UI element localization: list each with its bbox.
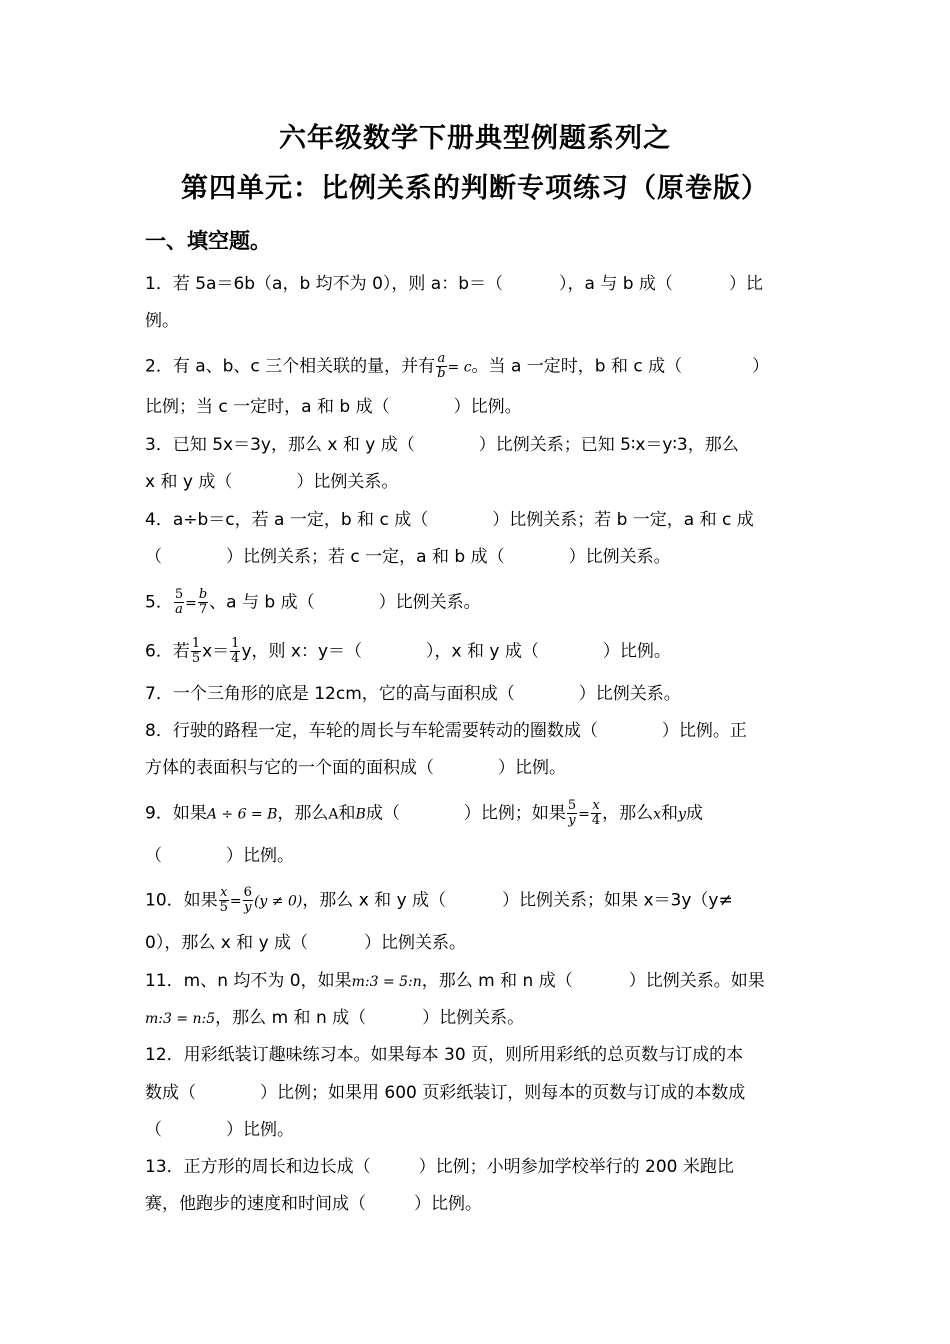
question-5 — [145, 588, 481, 617]
q2-equation: = c — [447, 359, 472, 376]
fraction-denominator: 5 — [191, 651, 201, 666]
q5-equals: = — [185, 595, 197, 612]
q6-fraction-2 — [230, 637, 240, 666]
q11-text-c: ）比例关系。如果 — [628, 971, 765, 991]
fraction-denominator: y — [244, 900, 252, 915]
question-13-line2 — [145, 1191, 482, 1217]
q9-text-b: ，那么 — [277, 803, 329, 824]
q5-text-b: 、a 与 b 成（ — [209, 592, 315, 613]
q2-text-b: 。当 a 一定时，b 和 c 成（ — [471, 356, 683, 377]
q7-text-a: 7．一个三角形的底是 12cm，它的高与面积成（ — [145, 684, 515, 704]
q11-text-e: ）比例关系。 — [422, 1008, 525, 1028]
q9-var-a: A — [328, 806, 339, 823]
question-7 — [145, 681, 681, 707]
q5-fraction-2 — [198, 588, 208, 617]
q9-expression: A ÷ 6 = B — [206, 806, 278, 823]
fraction-denominator: 4 — [591, 813, 601, 828]
q5-text-a: 5． — [145, 592, 173, 613]
q10-text-c: ）比例关系；如果 x＝3y（y≠ — [502, 890, 733, 911]
q9-var-x: x — [653, 806, 662, 823]
question-9-line1 — [145, 799, 703, 828]
q11-expression-2: m:3 = n:5 — [145, 1011, 216, 1027]
question-8-line2 — [145, 755, 566, 781]
q3-text-a: 3．已知 5x＝3y，那么 x 和 y 成（ — [145, 435, 415, 455]
document-title-line2: 第四单元：比例关系的判断专项练习（原卷版） — [181, 173, 769, 204]
q9-text-a: 9．如果 — [145, 803, 207, 824]
q10-text-b: ，那么 x 和 y 成（ — [302, 890, 447, 911]
q9-var-b: B — [355, 806, 366, 823]
q13-text-b: ）比例；小明参加学校举行的 200 米跑比 — [418, 1157, 734, 1177]
q9-text-d: ）比例；如果 — [463, 803, 566, 824]
q4-text-c: （ — [145, 547, 162, 567]
q5-text-c: ）比例关系。 — [378, 592, 481, 613]
q10-text-e: ）比例关系。 — [364, 933, 467, 953]
fraction-denominator: 4 — [231, 651, 240, 666]
fraction-numerator: x — [592, 798, 600, 813]
question-6 — [145, 637, 671, 666]
q4-text-e: ）比例关系。 — [568, 547, 671, 567]
q4-text-b: ）比例关系；若 b 一定，a 和 c 成 — [492, 510, 754, 530]
document-title-line1: 六年级数学下册典型例题系列之 — [279, 123, 671, 154]
fraction-denominator: a — [175, 602, 183, 617]
q8-text-b: ）比例。正 — [661, 721, 747, 741]
q9-text-e: ，那么 — [602, 803, 654, 824]
q8-text-a: 8．行驶的路程一定，车轮的周长与车轮需要转动的圈数成（ — [145, 721, 598, 741]
q2-text-c: ） — [752, 356, 770, 377]
q1-text-c: ）比 — [728, 274, 763, 294]
q10-condition: (y ≠ 0) — [253, 893, 303, 910]
question-13-line1 — [145, 1154, 734, 1180]
q9-and-2: 和 — [661, 803, 679, 824]
question-12-line2 — [145, 1080, 745, 1106]
q9-fraction-1 — [567, 799, 577, 828]
q8-text-c: 方体的表面积与它的一个面的面积成（ — [145, 758, 434, 778]
question-11-line2 — [145, 1005, 524, 1032]
q11-text-a: 11．m、n 均不为 0，如果 — [145, 971, 352, 991]
question-10-line1 — [145, 886, 733, 915]
fraction-numerator: b — [198, 587, 208, 602]
q10-fraction-2 — [243, 886, 253, 915]
question-3-line2 — [145, 469, 398, 495]
question-4-line1 — [145, 507, 754, 533]
q13-text-a: 13．正方形的周长和边长成（ — [145, 1157, 371, 1177]
question-2-line2 — [145, 394, 522, 420]
question-12-line1 — [145, 1042, 743, 1068]
question-9-line2 — [145, 843, 294, 869]
q6-text-a: 6．若 — [145, 641, 190, 662]
q4-text-a: 4．a÷b＝c，若 a 一定，b 和 c 成（ — [145, 510, 429, 530]
fraction-numerator: 6 — [243, 885, 252, 900]
q1-text-a: 1．若 5a＝6b（a，b 均不为 0），则 a：b＝（ — [145, 274, 504, 294]
q10-text-d: 0），那么 x 和 y 成（ — [145, 933, 309, 953]
q10-equals: = — [229, 893, 242, 910]
section-heading: 一、填空题。 — [145, 229, 271, 253]
q2-fraction — [436, 352, 446, 381]
q1-text-b: ），a 与 b 成（ — [559, 274, 673, 294]
q1-text-d: 例。 — [145, 311, 179, 331]
q9-var-y: y — [678, 806, 686, 823]
q12-text-c: ）比例；如果用 600 页彩纸装订，则每本的页数与订成的本数成 — [260, 1083, 746, 1103]
q4-text-d: ）比例关系；若 c 一定，a 和 b 成（ — [226, 547, 505, 567]
question-1-line1 — [145, 271, 763, 297]
q8-text-d: ）比例。 — [498, 758, 566, 778]
q3-text-c: x 和 y 成（ — [145, 472, 233, 492]
fraction-numerator: x — [220, 885, 228, 900]
q13-text-d: ）比例。 — [414, 1194, 482, 1214]
q12-text-e: ）比例。 — [226, 1120, 294, 1140]
q10-text-a: 10．如果 — [145, 890, 218, 911]
fraction-numerator: 5 — [174, 587, 184, 602]
q11-expression-1: m:3 = 5:n — [351, 974, 422, 990]
q9-and-1: 和 — [338, 803, 356, 824]
q12-text-d: （ — [145, 1120, 162, 1140]
fraction-denominator: y — [568, 813, 576, 828]
q9-text-c: 成（ — [365, 803, 400, 824]
fraction-numerator: 5 — [567, 798, 577, 813]
question-12-line3 — [145, 1117, 294, 1143]
fraction-denominator: 5 — [219, 900, 228, 915]
q6-text-c: y，则 x：y＝（ — [241, 641, 363, 662]
q11-text-b: ，那么 m 和 n 成（ — [421, 971, 573, 991]
q6-text-b: x＝ — [202, 641, 230, 662]
q2-text-d: 比例；当 c 一定时，a 和 b 成（ — [145, 397, 390, 417]
q9-text-f: 成 — [685, 803, 703, 824]
question-8-line1 — [145, 718, 747, 744]
fraction-numerator: 1 — [191, 636, 201, 651]
q9-text-g: （ — [145, 846, 162, 866]
q12-text-a: 12．用彩纸装订趣味练习本。如果每本 30 页，则所用彩纸的总页数与订成的本 — [145, 1045, 744, 1065]
q3-text-b: ）比例关系；已知 5∶x＝y∶3，那么 — [478, 435, 739, 455]
question-3-line1 — [145, 432, 739, 458]
q5-fraction-1 — [174, 588, 184, 617]
q6-text-d: ），x 和 y 成（ — [426, 641, 539, 662]
question-10-line2 — [145, 930, 466, 956]
q2-text-a: 2．有 a、b、c 三个相关联的量，并有 — [145, 356, 436, 377]
fraction-denominator: b — [437, 366, 446, 381]
fraction-numerator: 1 — [231, 636, 240, 651]
fraction-denominator: 7 — [198, 602, 208, 617]
q7-text-b: ）比例关系。 — [578, 684, 681, 704]
fraction-numerator: a — [437, 351, 446, 366]
q11-text-d: ，那么 m 和 n 成（ — [215, 1008, 367, 1028]
q12-text-b: 数成（ — [145, 1083, 196, 1103]
q6-text-e: ）比例。 — [602, 641, 671, 662]
q13-text-c: 赛，他跑步的速度和时间成（ — [145, 1194, 366, 1214]
question-4-line2 — [145, 544, 671, 570]
question-1-line2 — [145, 308, 179, 334]
q10-fraction-1 — [219, 886, 229, 915]
q9-equals: = — [578, 806, 590, 823]
q6-fraction-1 — [191, 637, 201, 666]
q9-fraction-2 — [591, 799, 601, 828]
question-11-line1 — [145, 968, 765, 995]
q3-text-d: ）比例关系。 — [296, 472, 399, 492]
q9-text-h: ）比例。 — [226, 846, 294, 866]
question-2-line1 — [145, 352, 769, 381]
q2-text-e: ）比例。 — [453, 397, 522, 417]
